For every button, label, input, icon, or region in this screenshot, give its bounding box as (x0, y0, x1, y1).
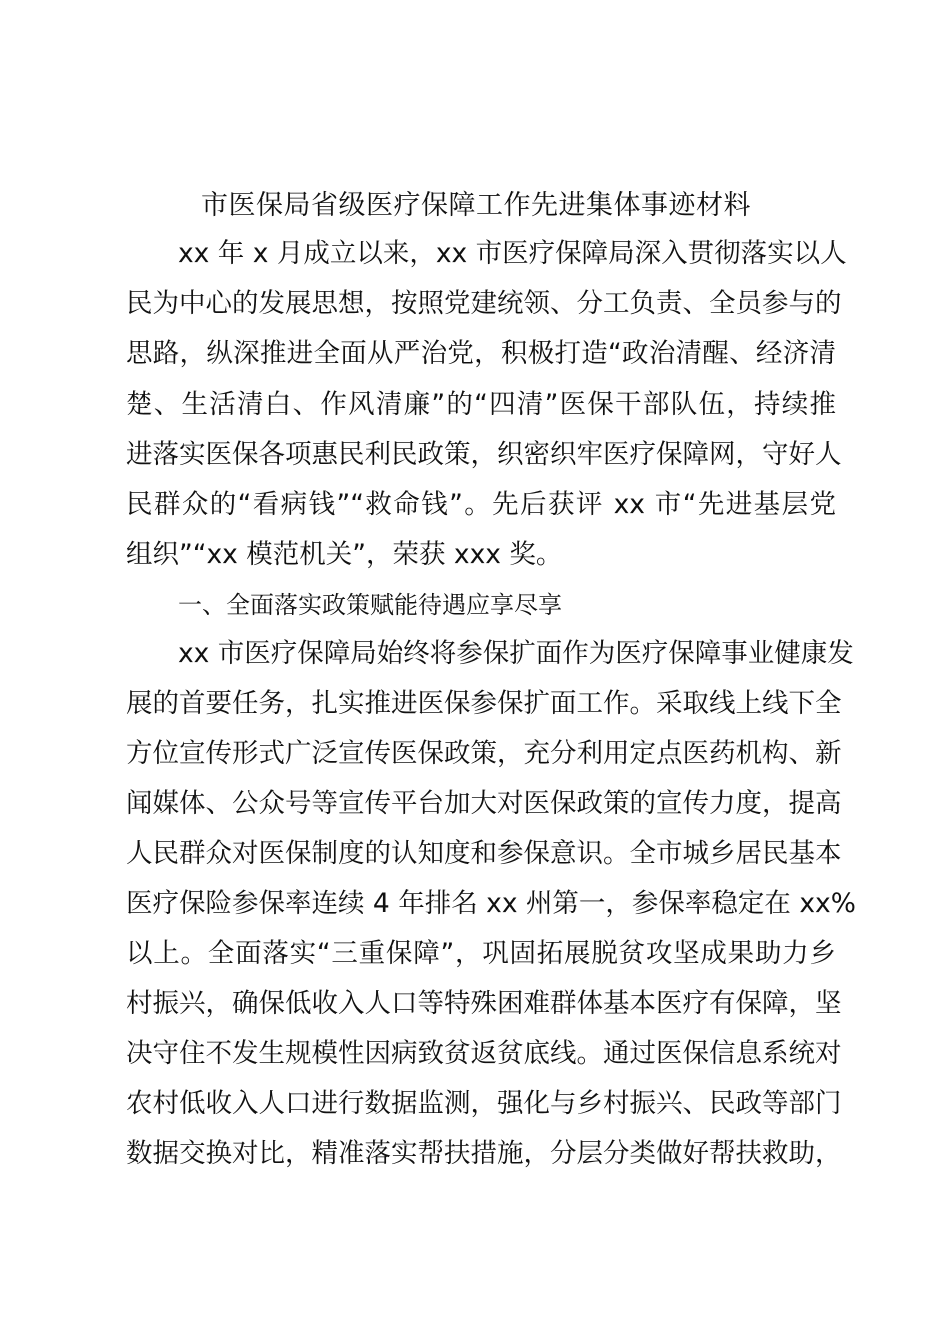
paragraph-line: xx 年 x 月成立以来，xx 市医疗保障局深入贯彻落实以人 (178, 238, 847, 269)
paragraph-line: 决守住不发生规模性因病致贫返贫底线。通过医保信息系统对 (126, 1038, 842, 1069)
paragraph-line: 组织”“xx 模范机关”，荣获 xxx 奖。 (126, 539, 563, 570)
paragraph-line: 楚、生活清白、作风清廉”的“四清”医保干部队伍，持续推 (126, 389, 836, 420)
paragraph-line: 思路，纵深推进全面从严治党，积极打造“政治清醒、经济清 (126, 338, 836, 369)
paragraph-line: 展的首要任务，扎实推进医保参保扩面工作。采取线上线下全 (126, 688, 842, 719)
paragraph-line: xx 市医疗保障局始终将参保扩面作为医疗保障事业健康发 (178, 638, 854, 669)
paragraph-line: 民为中心的发展思想，按照党建统领、分工负责、全员参与的 (126, 288, 842, 319)
paragraph-line: 民群众的“看病钱”“救命钱”。先后获评 xx 市“先进基层党 (126, 489, 836, 520)
paragraph-line: 闻媒体、公众号等宣传平台加大对医保政策的宣传力度，提高 (126, 788, 842, 819)
paragraph-line: 村振兴，确保低收入人口等特殊困难群体基本医疗有保障，坚 (126, 988, 842, 1019)
paragraph-line: 人民群众对医保制度的认知度和参保意识。全市城乡居民基本 (126, 838, 842, 869)
paragraph-line: 进落实医保各项惠民利民政策，织密织牢医疗保障网，守好人 (126, 439, 842, 470)
section-heading: 一、全面落实政策赋能待遇应享尽享 (178, 591, 562, 619)
paragraph-line: 方位宣传形式广泛宣传医保政策，充分利用定点医药机构、新 (126, 738, 842, 769)
paragraph-line: 数据交换对比，精准落实帮扶措施，分层分类做好帮扶救助， (126, 1138, 842, 1169)
paragraph-line: 农村低收入人口进行数据监测，强化与乡村振兴、民政等部门 (126, 1088, 842, 1119)
paragraph-line: 以上。全面落实“三重保障”，巩固拓展脱贫攻坚成果助力乡 (126, 938, 836, 969)
document-title: 市医保局省级医疗保障工作先进集体事迹材料 (201, 190, 751, 221)
paragraph-line: 医疗保险参保率连续 4 年排名 xx 州第一，参保率稳定在 xx% (126, 888, 856, 919)
